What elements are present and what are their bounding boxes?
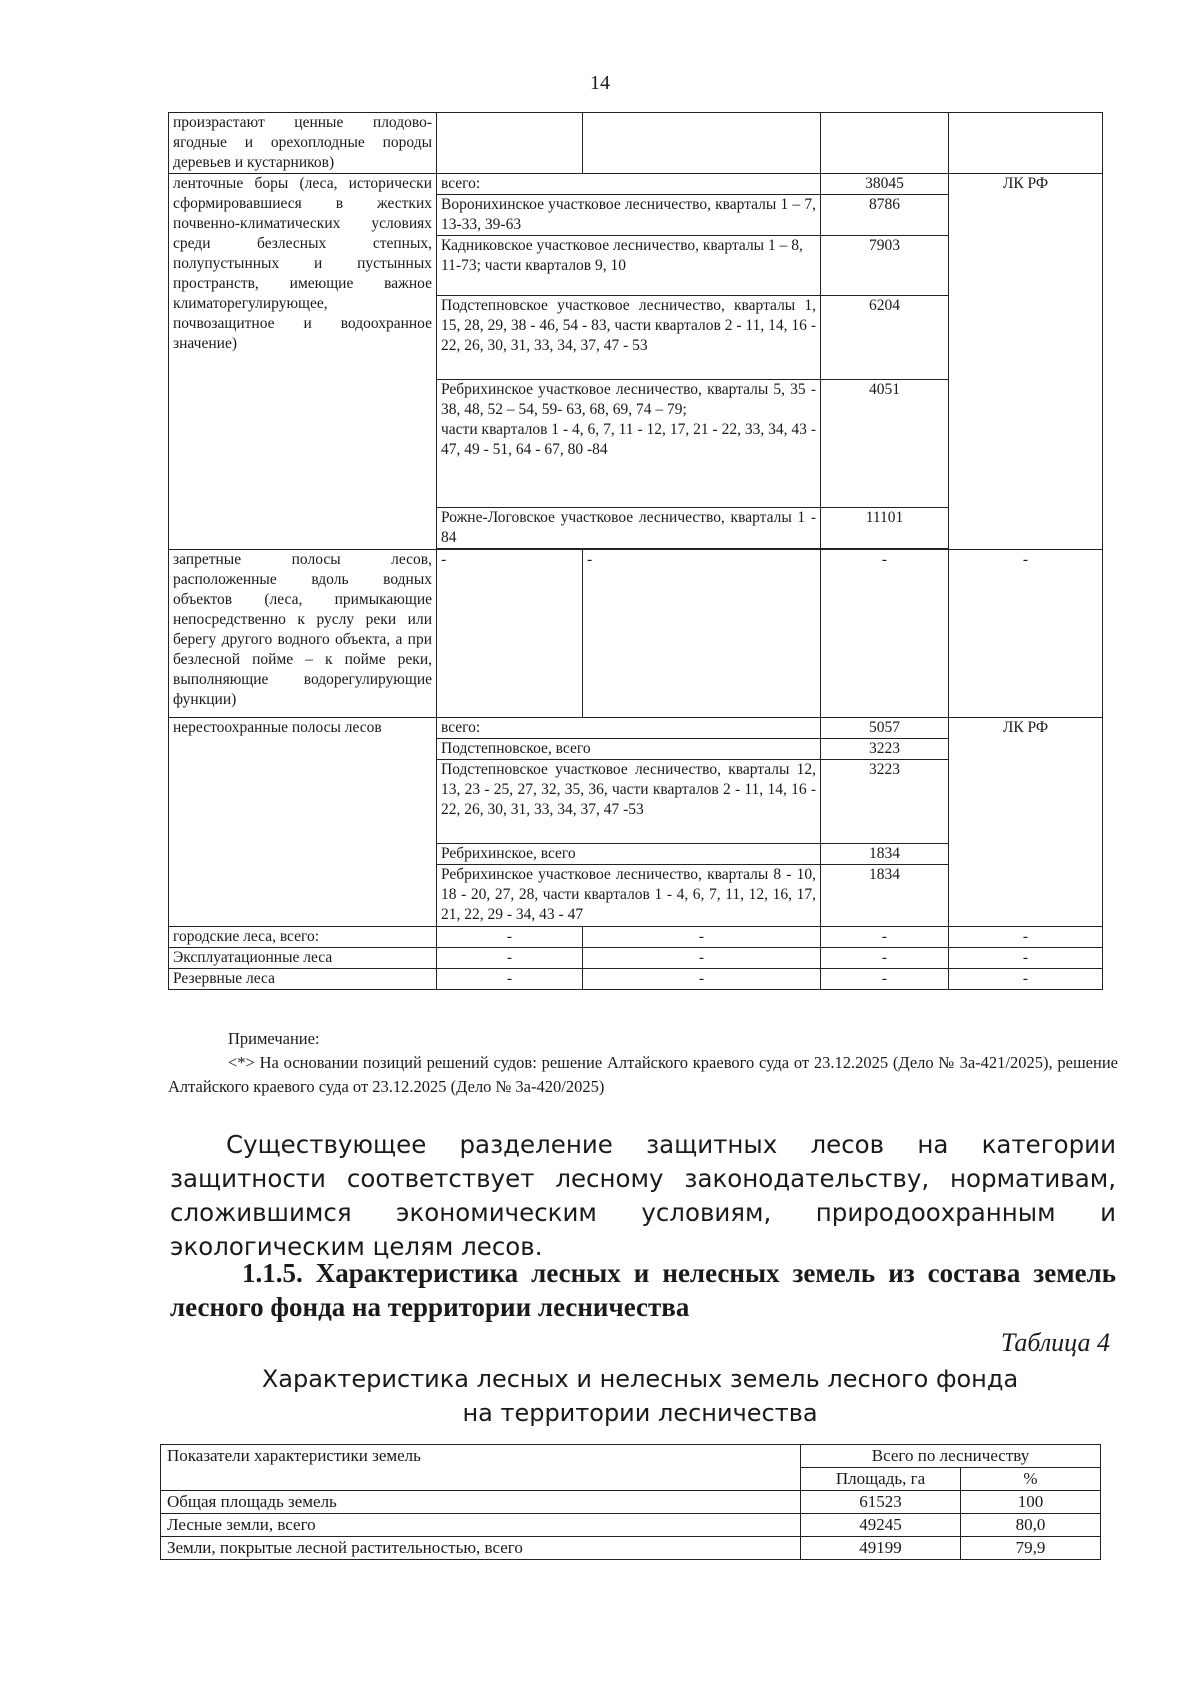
category-cell: ленточные боры (леса, исторически сформировавшиеся в жестких почвенно-климатических условиях среди безлесных степных, полупустынных и пустынных пространств, имеющие важное климаторегулирующее, почвозащитное и водоохранное значение) [169,174,437,550]
total-value: 38045 [821,174,949,195]
table-label: Таблица 4 [1000,1328,1110,1357]
table-row [161,1514,1101,1537]
forestry-cell: Воронихинское участковое лесничество, кварталы 1 – 7, 13-33, 39-63 [437,195,821,236]
value-cell: - [949,550,1103,718]
header-indicator: Показатели характеристики земель [161,1445,801,1491]
percent-cell: 79,9 [961,1537,1101,1560]
table-row [169,718,1103,739]
forestry-text: Ребрихинское участковое лесничество, кварталы 5, 35 - 38, 48, 52 – 54, 59- 63, 68, 69, 74 – 79; [441,381,816,418]
total-label: всего: [437,174,821,195]
table-row [169,550,1103,718]
forestry-cell: Подстепновское, всего [437,739,821,760]
value-cell: - [949,969,1103,990]
table-row [169,113,1103,174]
note-text: <*> На основании позиций решений судов: решение Алтайского краевого суда от 23.12.2025 (Дело № 3а-421/2025), решение Алтайского краевого суда от 23.12.2025 (Дело № 3а-420/2025) [168,1053,1118,1096]
table-row [169,927,1103,948]
value-cell: - [821,927,949,948]
table-row [169,174,1103,195]
indicator-cell: Общая площадь земель [161,1491,801,1514]
area-value: 7903 [821,236,949,296]
table-row [169,948,1103,969]
protective-forests-table [168,112,1103,990]
note-title: Примечание: [228,1029,320,1048]
value-cell: - [949,927,1103,948]
basis-cell: ЛК РФ [949,718,1103,927]
total-value: 5057 [821,718,949,739]
forestry-cell: Ребрихинское, всего [437,844,821,865]
basis-cell: ЛК РФ [949,174,1103,550]
percent-cell: 100 [961,1491,1101,1514]
page-number: 14 [590,72,610,94]
forestry-text-parts: части кварталов 1 - 4, 6, 7, 11 - 12, 17, 21 - 22, 33, 34, 43 - 47, 49 - 51, 64 - 67, 80 -84 [441,421,816,458]
category-cell: запретные полосы лесов, расположенные вдоль водных объектов (леса, примыкающие непосредственно к руслу реки или берегу другого водного объекта, а при безлесной пойме – к пойме реки, выполняющие водорегулирующие функции) [169,550,437,718]
area-value: 8786 [821,195,949,236]
table-header-row [161,1445,1101,1468]
value-cell: - [583,550,821,718]
table-row [161,1491,1101,1514]
table-caption-line: Характеристика лесных и нелесных земель лесного фонда [261,1365,1019,1393]
header-area: Площадь, га [801,1468,961,1491]
area-cell: 49199 [801,1537,961,1560]
forestry-cell: Рожне-Логовское участковое лесничество, кварталы 1 - 84 [437,508,821,549]
indicator-cell: Лесные земли, всего [161,1514,801,1537]
category-cell: Эксплуатационные леса [169,948,437,969]
land-characteristics-table [160,1444,1101,1560]
area-cell: 49245 [801,1514,961,1537]
value-cell: - [583,948,821,969]
percent-cell: 80,0 [961,1514,1101,1537]
area-cell: 61523 [801,1491,961,1514]
value-cell: - [821,948,949,969]
section-heading: 1.1.5. Характеристика лесных и нелесных земель из состава земель лесного фонда на территории лесничества [170,1258,1116,1322]
forestry-cell: Подстепновское участковое лесничество, кварталы 1, 15, 28, 29, 38 - 46, 54 - 83, части кварталов 2 - 11, 14, 16 - 22, 26, 30, 31, 33, 34, 37, 47 - 53 [437,296,821,380]
table-row [169,969,1103,990]
forestry-cell [437,380,821,508]
area-value: 1834 [821,844,949,865]
category-cell: произрастают ценные плодово-ягодные и орехоплодные породы деревьев и кустарников) [169,113,437,174]
area-value: 6204 [821,296,949,380]
header-total: Всего по лесничеству [801,1445,1101,1468]
header-percent: % [961,1468,1101,1491]
value-cell: - [437,948,583,969]
indicator-cell: Земли, покрытые лесной растительностью, всего [161,1537,801,1560]
value-cell: - [437,969,583,990]
table-caption [200,1362,1080,1430]
table-row [161,1537,1101,1560]
value-cell: - [583,927,821,948]
area-value: 4051 [821,380,949,508]
category-cell: Резервные леса [169,969,437,990]
forestry-cell: Ребрихинское участковое лесничество, кварталы 8 - 10, 18 - 20, 27, 28, части кварталов 1 - 4, 6, 7, 11, 12, 16, 17, 21, 22, 29 - 34, 43 - 47 [437,865,821,927]
area-value: 11101 [821,508,949,549]
category-cell: нерестоохранные полосы лесов [169,718,437,927]
value-cell: - [437,550,583,718]
area-value: 1834 [821,865,949,927]
category-cell: городские леса, всего: [169,927,437,948]
value-cell: - [949,948,1103,969]
value-cell: - [821,550,949,718]
forestry-cell: Подстепновское участковое лесничество, кварталы 12, 13, 23 - 25, 27, 32, 35, 36, части кварталов 2 - 11, 14, 16 - 22, 26, 30, 31, 33, 34, 37, 47 -53 [437,760,821,844]
value-cell: - [437,927,583,948]
value-cell: - [821,969,949,990]
area-value: 3223 [821,739,949,760]
body-paragraph: Существующее разделение защитных лесов на категории защитности соответствует лесному законодательству, нормативам, сложившимся экономическим условиям, природоохранным и экологическим целям лесов. [170,1130,1116,1261]
area-value: 3223 [821,760,949,844]
forestry-cell: Кадниковское участковое лесничество, кварталы 1 – 8, 11-73; части кварталов 9, 10 [437,236,821,296]
value-cell: - [583,969,821,990]
table-caption-line: на территории лесничества [462,1399,818,1427]
total-label: всего: [437,718,821,739]
